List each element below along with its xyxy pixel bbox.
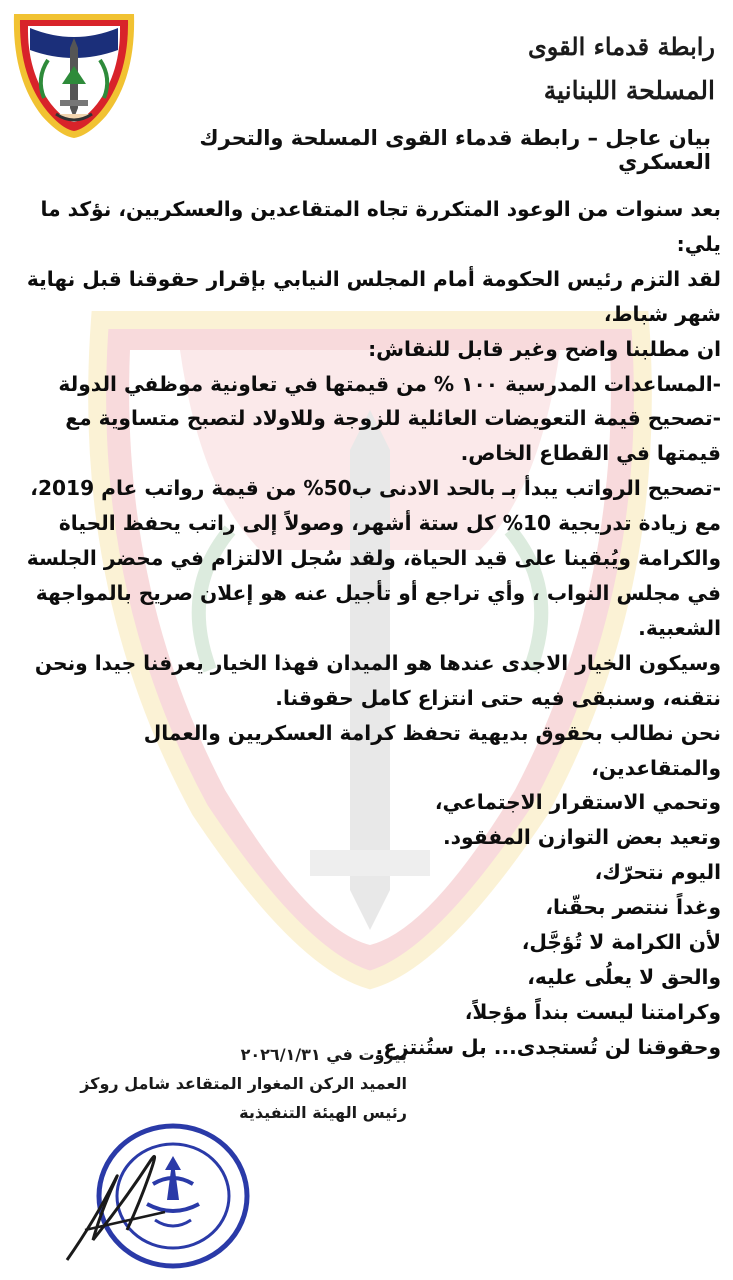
body-line: ان مطلبنا واضح وغير قابل للنقاش:: [368, 336, 721, 361]
body-line: وسيكون الخيار الاجدى عندها هو الميدان فهذا الخيار يعرفنا جيدا ونحن نتقنه، وسنبقى فيه حتى انتزاع كامل حقوقنا.: [34, 650, 721, 710]
org-name-line2: المسلحة اللبنانية: [543, 76, 715, 105]
body-line: وتحمي الاستقرار الاجتماعي،: [434, 790, 721, 815]
league-crest-icon: [8, 8, 140, 140]
body-line: والحق لا يعلُى عليه،: [527, 964, 721, 989]
body-line: وتعيد بعض التوازن المفقود.: [443, 825, 721, 850]
body-line: -تصحيح الرواتب يبدأ بـ بالحد الادنى ب50% من قيمة رواتب عام 2019، مع زيادة تدريجية 10% كل ستة أشهر، وصولاً إلى راتب يحفظ الحياة والكرامة ويُبقينا على قيد الحياة، ولقد سُجل الالتزام في محضر الجلسة في مجلس النواب ، وأي تراجع أو تأجيل عنه هو إعلان صريح بالمواجهة الشعبية.: [26, 476, 721, 640]
blue-official-stamp-icon: [55, 1100, 255, 1275]
signature-name: العميد الركن المغوار المتقاعد شامل روكز: [80, 1074, 407, 1093]
body-line: نحن نطالب بحقوق بديهية تحفظ كرامة العسكريين والعمال والمتقاعدين،: [143, 720, 721, 780]
body-line: -المساعدات المدرسية ١٠٠ % من قيمتها في تعاونية موظفي الدولة: [58, 371, 721, 396]
statement-title: بيان عاجل – رابطة قدماء القوى المسلحة والتحرك العسكري: [199, 126, 711, 174]
body-line: لأن الكرامة لا تُؤجَّل،: [521, 930, 721, 955]
signature-place-date: بيروت في ٢٠٢٦/١/٣١: [240, 1045, 407, 1064]
body-line: لقد التزم رئيس الحكومة أمام المجلس النيابي بإقرار حقوقنا قبل نهاية شهر شباط،: [26, 266, 721, 326]
org-name-line1: رابطة قدماء القوى: [527, 32, 715, 61]
body-line: اليوم نتحرّك،: [594, 860, 721, 885]
body-line: -تصحيح قيمة التعويضات العائلية للزوجة وللاولاد لتصبح متساوية مع قيمتها في القطاع الخاص.: [65, 406, 721, 466]
statement-body: [8, 192, 721, 1065]
body-line: وحقوقنا لن تُستجدى... بل ستُنتزع.: [375, 1034, 721, 1059]
body-line: وغداً ننتصر بحقّنا،: [545, 895, 721, 920]
signature-position: رئيس الهيئة التنفيذية: [239, 1103, 407, 1122]
body-line: وكرامتنا ليست بنداً مؤجلاً،: [464, 999, 721, 1024]
body-line: بعد سنوات من الوعود المتكررة تجاه المتقاعدين والعسكريين، نؤكد ما يلي:: [40, 197, 721, 256]
